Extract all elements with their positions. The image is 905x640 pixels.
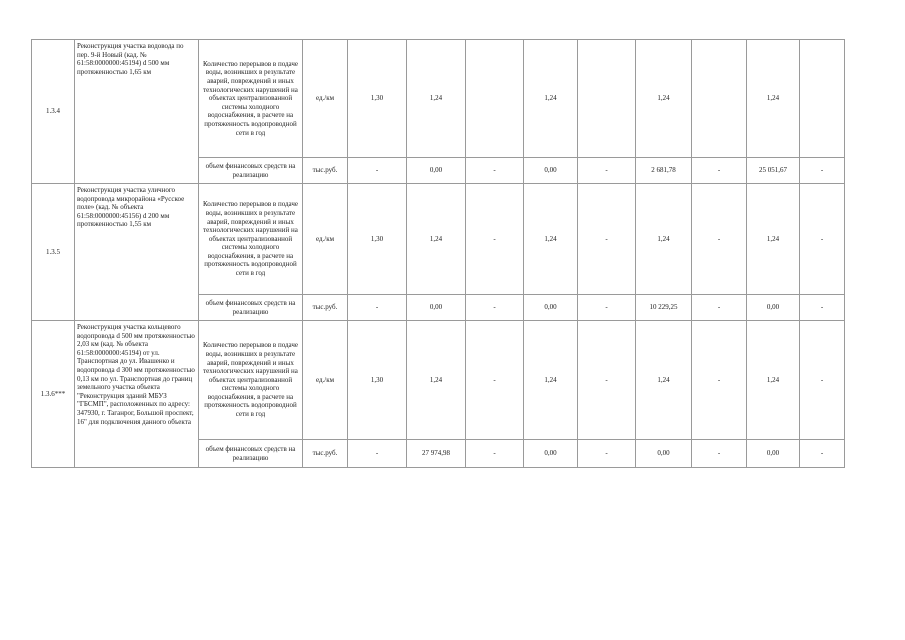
value-cell: - <box>692 184 747 295</box>
unit-cell: ед./км <box>303 184 348 295</box>
value-cell <box>466 40 524 158</box>
indicator-label: объем финансовых средств на реализацию <box>199 158 303 184</box>
value-cell: 1,24 <box>524 321 578 440</box>
item-code: 1.3.5 <box>32 184 75 321</box>
value-cell <box>578 40 636 158</box>
item-name: Реконструкция участка уличного водопровода микрорайона «Русское поле» (кад. № объекта 61:58:0000000:45156) d 200 мм протяженностью 1,55 км <box>75 184 199 321</box>
value-cell: - <box>692 158 747 184</box>
table-row <box>32 321 845 440</box>
value-cell: 0,00 <box>636 440 692 468</box>
value-cell: - <box>348 440 407 468</box>
unit-cell: ед./км <box>303 321 348 440</box>
value-cell: 1,24 <box>407 40 466 158</box>
indicator-label: Количество перерывов в подаче воды, возникших в результате аварий, повреждений и иных технологических нарушений на объектах централизованной системы холодного водоснабжения, в расчете на протяженность водопроводной сети в год <box>199 321 303 440</box>
indicator-label: объем финансовых средств на реализацию <box>199 295 303 321</box>
value-cell: 1,30 <box>348 321 407 440</box>
value-cell: - <box>692 440 747 468</box>
value-cell: 0,00 <box>407 295 466 321</box>
value-cell: - <box>800 295 845 321</box>
value-cell: 0,00 <box>747 440 800 468</box>
value-cell: 0,00 <box>524 158 578 184</box>
value-cell: - <box>800 440 845 468</box>
value-cell: - <box>800 184 845 295</box>
value-cell <box>692 40 747 158</box>
value-cell: - <box>466 321 524 440</box>
value-cell: - <box>466 184 524 295</box>
value-cell <box>800 40 845 158</box>
value-cell: - <box>578 321 636 440</box>
value-cell: 27 974,98 <box>407 440 466 468</box>
value-cell: - <box>466 440 524 468</box>
value-cell: 1,24 <box>407 321 466 440</box>
value-cell: - <box>466 295 524 321</box>
unit-cell: тыс.руб. <box>303 295 348 321</box>
value-cell: 1,30 <box>348 40 407 158</box>
value-cell: 1,24 <box>747 321 800 440</box>
value-cell: 0,00 <box>747 295 800 321</box>
table-row <box>32 184 845 295</box>
value-cell: 0,00 <box>524 440 578 468</box>
unit-cell: тыс.руб. <box>303 440 348 468</box>
value-cell: - <box>348 295 407 321</box>
value-cell: 0,00 <box>524 295 578 321</box>
item-code: 1.3.4 <box>32 40 75 184</box>
value-cell: 10 229,25 <box>636 295 692 321</box>
value-cell: - <box>578 184 636 295</box>
value-cell: 1,24 <box>407 184 466 295</box>
value-cell: - <box>692 295 747 321</box>
item-name: Реконструкция участка водовода по пер. 9-й Новый (кад. № 61:58:0000000:45194) d 500 мм протяженностью 1,65 км <box>75 40 199 184</box>
value-cell: - <box>466 158 524 184</box>
value-cell: 1,24 <box>636 184 692 295</box>
value-cell: 1,24 <box>524 40 578 158</box>
value-cell: - <box>800 158 845 184</box>
indicator-label: Количество перерывов в подаче воды, возникших в результате аварий, повреждений и иных технологических нарушений на объектах централизованной системы холодного водоснабжения, в расчете на протяженность водопроводной сети в год <box>199 40 303 158</box>
item-name: Реконструкция участка кольцевого водопровода d 500 мм протяженностью 2,03 км (кад. № объекта 61:58:0000000:45194) от ул. Транспортная до ул. Ивашенко и водопровода d 300 мм протяженностью 0,13 км по ул. Транспортная до границ земельного участка объекта "Реконструкция зданий МБУЗ "ГБСМП", расположенных по адресу: 347930, г. Таганрог, Большой проспект, 16" для подключения данного объекта <box>75 321 199 468</box>
value-cell: 1,30 <box>348 184 407 295</box>
value-cell: 1,24 <box>636 321 692 440</box>
value-cell: - <box>692 321 747 440</box>
value-cell: - <box>800 321 845 440</box>
value-cell: - <box>578 295 636 321</box>
value-cell: - <box>578 158 636 184</box>
value-cell: - <box>348 158 407 184</box>
value-cell: 1,24 <box>747 184 800 295</box>
unit-cell: ед./км <box>303 40 348 158</box>
table-row <box>32 40 845 158</box>
value-cell: 1,24 <box>524 184 578 295</box>
value-cell: 1,24 <box>747 40 800 158</box>
indicator-label: Количество перерывов в подаче воды, возникших в результате аварий, повреждений и иных технологических нарушений на объектах централизованной системы холодного водоснабжения, в расчете на протяженность водопроводной сети в год <box>199 184 303 295</box>
item-code: 1.3.6*** <box>32 321 75 468</box>
unit-cell: тыс.руб. <box>303 158 348 184</box>
investment-program-table <box>31 39 845 468</box>
value-cell: 0,00 <box>407 158 466 184</box>
value-cell: - <box>578 440 636 468</box>
value-cell: 2 681,78 <box>636 158 692 184</box>
indicator-label: объем финансовых средств на реализацию <box>199 440 303 468</box>
value-cell: 25 051,67 <box>747 158 800 184</box>
value-cell: 1,24 <box>636 40 692 158</box>
